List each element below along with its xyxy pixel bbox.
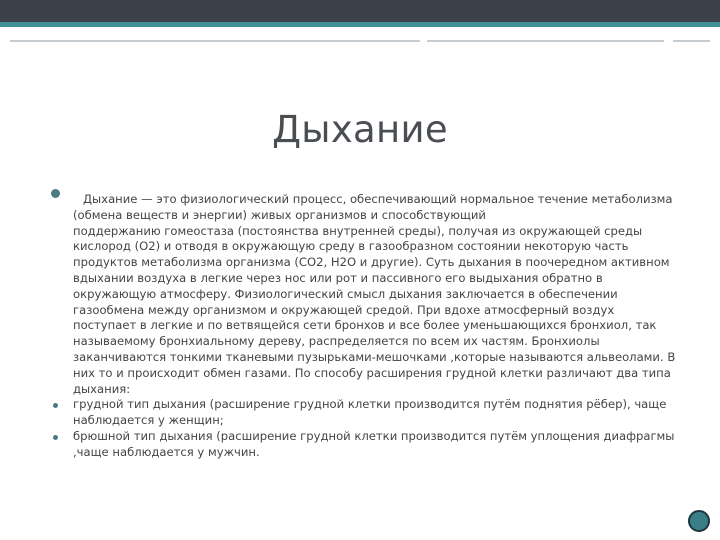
bullet-item — [55, 397, 685, 429]
bullet-icon — [51, 189, 60, 198]
text-line: поступает в легкие и по ветвящейся сети бронхов и все более уменьшающихся бронхиол, так — [73, 318, 657, 333]
text-line: них то и происходит обмен газами. По способу расширения грудной клетки различают два типа — [73, 365, 671, 380]
bullet-item — [55, 429, 685, 461]
slide-title: Дыхание — [272, 108, 448, 151]
text-line: продуктов метаболизма организма (СО2, Н2О и другие). Суть дыхания в поочередном активном — [73, 255, 670, 270]
text-line: дыхания: — [73, 381, 131, 396]
text-line: окружающую атмосферу. Физиологический смысл дыхания заключается в обеспечении — [73, 286, 618, 301]
text-line: грудной тип дыхания (расширение грудной клетки производится путём поднятия рёбер), чаще — [73, 397, 667, 412]
text-line: (обмена веществ и энергии) живых организмов и способствующий — [73, 207, 486, 222]
text-line: Дыхание — это физиологический процесс, обеспечивающий нормальное течение метаболизма — [83, 192, 673, 206]
bullet-item — [55, 192, 685, 397]
header-accent-stripe — [0, 22, 720, 27]
header-bar — [0, 0, 720, 22]
text-line: поддержанию гомеостаза (постоянства внутренней среды), получая из окружающей среды — [73, 223, 643, 238]
text-line: называемому бронхиальному дереву, распределяется по всем их частям. Бронхиолы — [73, 334, 600, 349]
divider-line — [10, 40, 420, 42]
text-line: ,чаще наблюдается у мужчин. — [73, 444, 260, 459]
slide-body — [55, 192, 685, 461]
text-line: заканчиваются тонкими тканевыми пузырьками-мешочками ,которые называются альвеолами. В — [73, 349, 676, 364]
bullet-icon — [53, 435, 58, 440]
text-line: вдыхании воздуха в легкие через нос или рот и пассивного его выдыхания обратно в — [73, 270, 603, 285]
text-line: кислород (О2) и отводя в окружающую среду в газообразном состоянии некоторую часть — [73, 239, 629, 254]
text-line: брюшной тип дыхания (расширение грудной клетки производится путём уплощения диафрагмы — [73, 428, 675, 443]
text-line: газообмена между организмом и окружающей средой. При вдохе атмосферный воздух — [73, 302, 615, 317]
divider-line — [427, 40, 664, 42]
page-badge-icon — [688, 510, 710, 532]
text-line: наблюдается у женщин; — [73, 413, 224, 428]
divider-line — [673, 40, 710, 42]
bullet-icon — [53, 403, 58, 408]
